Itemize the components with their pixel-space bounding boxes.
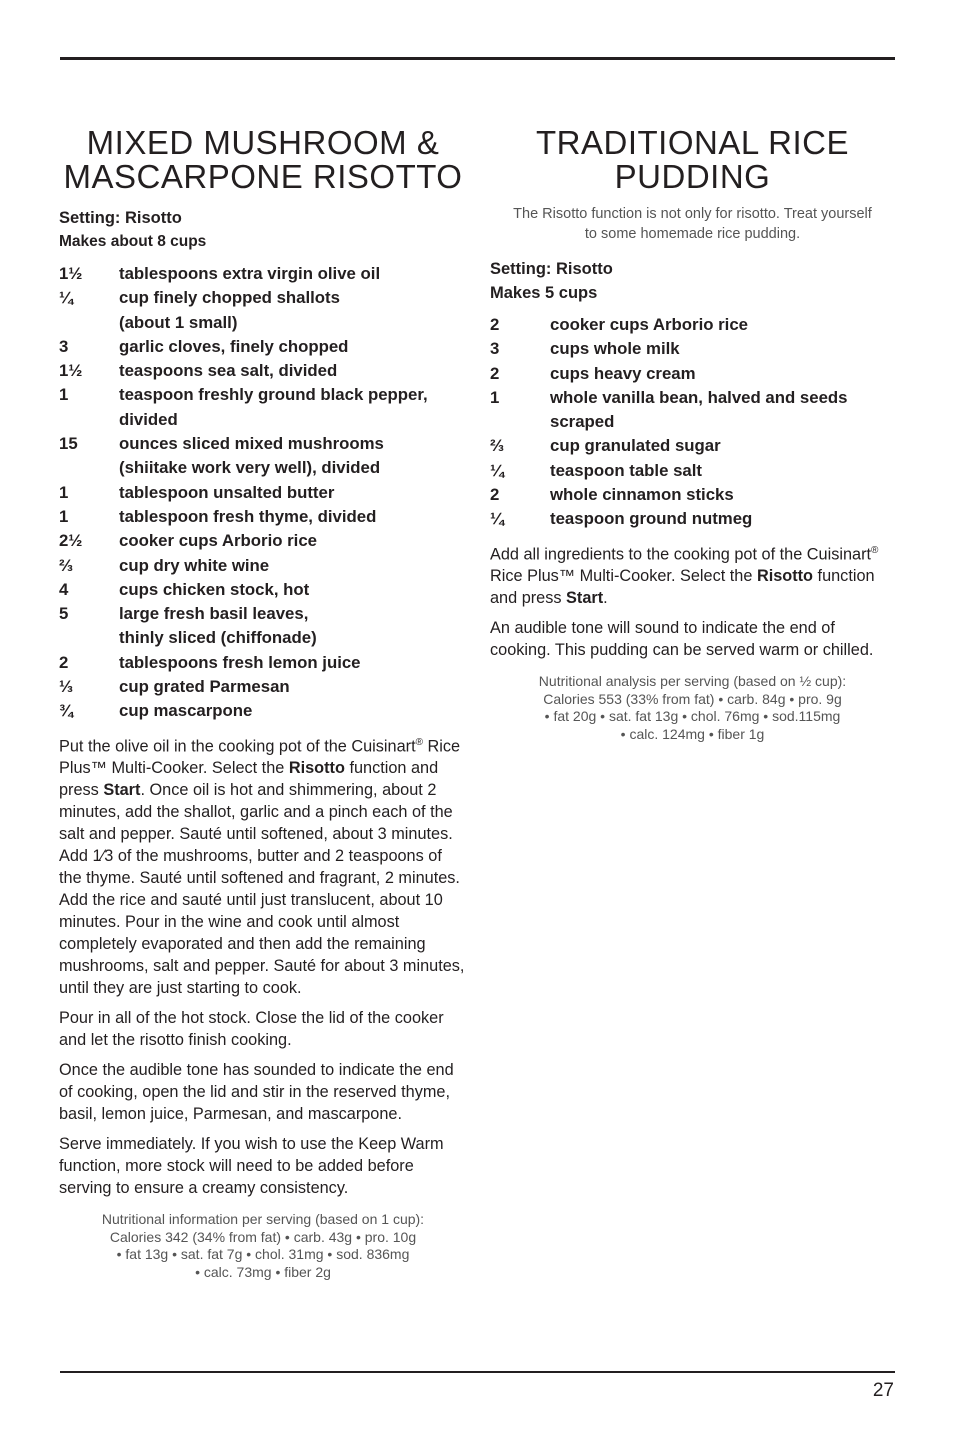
ingredient-row	[490, 362, 895, 386]
title-line-1: TRADITIONAL RICE	[536, 124, 849, 161]
recipe-title	[59, 126, 467, 194]
ingredient-name: large fresh basil leaves,	[119, 604, 309, 624]
recipe-rice-pudding	[490, 126, 895, 743]
ingredient-qty: 2	[490, 315, 500, 334]
ingredient-qty	[59, 408, 119, 432]
ingredient-qty: ⅓	[59, 677, 73, 697]
nutrition-info	[490, 673, 895, 743]
ingredient-qty: 5	[59, 604, 69, 624]
ingredient-name: (shiitake work very well), divided	[119, 458, 381, 478]
registered-mark: ®	[415, 736, 423, 748]
registered-mark: ®	[871, 544, 879, 556]
ingredient-qty: 4	[59, 579, 69, 599]
ingredient-name: teaspoons sea salt, divided	[119, 361, 338, 381]
ingredient-qty	[59, 311, 119, 335]
text-run: function and press	[59, 759, 439, 800]
nutrition-line: • fat 20g • sat. fat 13g • chol. 76mg • sod.115mg	[544, 708, 841, 725]
recipe-setting: Setting: Risotto	[59, 209, 182, 227]
title-line-1: MIXED MUSHROOM &	[86, 124, 440, 161]
ingredient-row	[59, 505, 467, 529]
ingredient-list	[490, 313, 895, 532]
text-run: Rice Plus™ Multi-Cooker. Select the	[59, 737, 461, 778]
ingredient-row	[490, 313, 895, 337]
intro-line: The Risotto function is not only for risotto. Treat yourself	[513, 206, 872, 222]
nutrition-info	[59, 1211, 467, 1281]
ingredient-row	[490, 434, 895, 458]
ingredient-name: whole vanilla bean, halved and seeds	[550, 387, 848, 407]
ingredient-qty: 1	[490, 387, 500, 407]
ingredient-row	[59, 699, 467, 723]
ingredient-name: cup granulated sugar	[550, 436, 721, 456]
ingredient-row	[490, 483, 895, 507]
ingredient-qty: 3	[59, 336, 69, 356]
text-run: Put the olive oil in the cooking pot of the Cuisinart	[59, 737, 416, 756]
ingredient-qty: 1	[59, 385, 69, 405]
instruction-paragraph-2: Pour in all of the hot stock. Close the lid of the cooker and let the risotto finish cooking.	[59, 1009, 444, 1050]
ingredient-row	[59, 432, 467, 456]
recipe-intro	[490, 204, 895, 244]
ingredient-row	[59, 481, 467, 505]
ingredient-qty: 2	[59, 652, 69, 672]
ingredient-row	[59, 335, 467, 359]
ingredient-name: cup mascarpone	[119, 701, 253, 721]
ingredient-row	[490, 507, 895, 531]
ingredient-name: teaspoon ground nutmeg	[550, 509, 753, 529]
ingredient-row	[490, 410, 895, 434]
function-name: Risotto	[288, 759, 345, 778]
nutrition-line: Nutritional analysis per serving (based on ½ cup):	[538, 673, 847, 690]
instruction-paragraph-3: Once the audible tone has sounded to indicate the end of cooking, open the lid and stir in the reserved thyme, basil, lemon juice, Parmesan, and mascarpone.	[59, 1061, 454, 1124]
recipe-title	[490, 126, 895, 194]
ingredient-name: cups whole milk	[550, 339, 680, 359]
text-run: Add all ingredients to the cooking pot of the Cuisinart	[490, 545, 872, 564]
ingredient-row	[59, 529, 467, 553]
nutrition-line: Calories 553 (33% from fat) • carb. 84g • pro. 9g	[543, 690, 842, 707]
bottom-rule	[60, 1371, 895, 1373]
ingredient-row	[59, 311, 467, 335]
ingredient-qty: 1½	[59, 361, 83, 381]
ingredient-name: divided	[119, 409, 178, 429]
ingredient-qty: 2	[490, 363, 500, 383]
ingredient-name: cup grated Parmesan	[119, 677, 290, 697]
function-name: Risotto	[756, 567, 814, 586]
ingredient-name: ounces sliced mixed mushrooms	[119, 434, 384, 454]
ingredient-name: teaspoon freshly ground black pepper,	[119, 385, 428, 405]
instruction-paragraph-1	[490, 540, 895, 609]
ingredient-row	[59, 408, 467, 432]
ingredient-row	[59, 262, 467, 286]
text-run: Rice Plus™ Multi-Cooker. Select the	[490, 567, 757, 586]
ingredient-list	[59, 262, 467, 724]
ingredient-row	[490, 337, 895, 361]
nutrition-line: • calc. 73mg • fiber 2g	[195, 1263, 331, 1280]
ingredient-row	[59, 675, 467, 699]
ingredient-name: teaspoon table salt	[550, 460, 702, 480]
ingredient-qty: 1½	[59, 264, 83, 283]
ingredient-qty: 1	[59, 506, 69, 526]
page-number: 27	[872, 1380, 894, 1401]
ingredient-qty: 2	[490, 485, 500, 505]
ingredient-row	[59, 651, 467, 675]
ingredient-name: cup dry white wine	[119, 555, 270, 575]
ingredient-name: tablespoons extra virgin olive oil	[119, 264, 381, 283]
instruction-paragraph-2: An audible tone will sound to indicate the end of cooking. This pudding can be served warm or chilled.	[490, 619, 874, 660]
ingredient-qty: ⅔	[490, 436, 504, 456]
ingredient-qty: ¾	[59, 701, 73, 721]
ingredient-row	[490, 459, 895, 483]
ingredient-row	[490, 386, 895, 410]
nutrition-line: • fat 13g • sat. fat 7g • chol. 31mg • sod. 836mg	[116, 1246, 410, 1263]
ingredient-name: (about 1 small)	[119, 312, 238, 332]
ingredient-name: garlic cloves, finely chopped	[119, 336, 349, 356]
ingredient-name: scraped	[550, 412, 615, 432]
ingredient-name: whole cinnamon sticks	[550, 485, 734, 505]
ingredient-qty	[490, 410, 550, 434]
recipe-yield: Makes 5 cups	[490, 284, 598, 302]
button-name: Start	[103, 781, 141, 800]
ingredient-qty: 1	[59, 482, 69, 502]
ingredient-row	[59, 554, 467, 578]
top-rule	[60, 57, 895, 60]
ingredient-name: thinly sliced (chiffonade)	[119, 628, 317, 648]
instruction-paragraph-4: Serve immediately. If you wish to use the Keep Warm function, more stock will need to be added before serving to ensure a creamy consistency.	[59, 1135, 444, 1198]
ingredient-qty	[59, 456, 119, 480]
ingredient-name: cup finely chopped shallots	[119, 288, 340, 308]
intro-line: to some homemade rice pudding.	[584, 226, 801, 242]
ingredient-qty: 2½	[59, 531, 83, 551]
ingredient-qty: ⅔	[59, 555, 73, 575]
recipe-yield: Makes about 8 cups	[59, 233, 207, 250]
text-run: function and press	[490, 567, 875, 608]
ingredient-qty	[59, 626, 119, 650]
ingredient-qty: ¼	[490, 460, 504, 480]
nutrition-line: Calories 342 (34% from fat) • carb. 43g • pro. 10g	[109, 1228, 417, 1245]
ingredient-name: tablespoons fresh lemon juice	[119, 652, 361, 672]
ingredient-row	[59, 286, 467, 310]
ingredient-name: cooker cups Arborio rice	[550, 315, 749, 334]
nutrition-line: • calc. 124mg • fiber 1g	[620, 725, 765, 742]
ingredient-row	[59, 383, 467, 407]
ingredient-name: tablespoon fresh thyme, divided	[119, 506, 377, 526]
ingredient-row	[59, 578, 467, 602]
nutrition-line: Nutritional information per serving (based on 1 cup):	[101, 1211, 425, 1228]
button-name: Start	[566, 589, 604, 608]
ingredient-row	[59, 602, 467, 626]
recipe-mushroom-risotto	[59, 126, 467, 1281]
ingredient-name: cups heavy cream	[550, 363, 696, 383]
ingredient-name: cooker cups Arborio rice	[119, 531, 318, 551]
ingredient-qty: ¼	[59, 288, 73, 308]
recipe-setting: Setting: Risotto	[490, 260, 613, 278]
title-line-2: PUDDING	[614, 158, 771, 195]
text-run: . Once oil is hot and shimmering, about 2 minutes, add the shallot, garlic and a pinch each of the salt and pepper. Sauté until softened, about 3 minutes. Add 1⁄3 of the mushrooms, butter and 2 teaspoons of the thyme. Sauté until softened and fragrant, 2 minutes. Add the rice and sauté until just translucent, about 10 minutes. Pour in the wine and cook until almost completely evaporated and then add the remaining mushrooms, salt and pepper. Sauté for about 3 minutes, until they are just starting to cook.	[59, 781, 465, 998]
ingredient-row	[59, 359, 467, 383]
ingredient-qty: 3	[490, 339, 500, 359]
ingredient-row	[59, 626, 467, 650]
title-line-2: MASCARPONE RISOTTO	[63, 158, 463, 195]
ingredient-name: cups chicken stock, hot	[119, 579, 310, 599]
instruction-paragraph-1	[59, 732, 467, 999]
text-run: .	[603, 589, 608, 608]
ingredient-row	[59, 456, 467, 480]
ingredient-name: tablespoon unsalted butter	[119, 482, 335, 502]
ingredient-qty: 15	[59, 434, 78, 454]
ingredient-qty: ¼	[490, 509, 504, 529]
